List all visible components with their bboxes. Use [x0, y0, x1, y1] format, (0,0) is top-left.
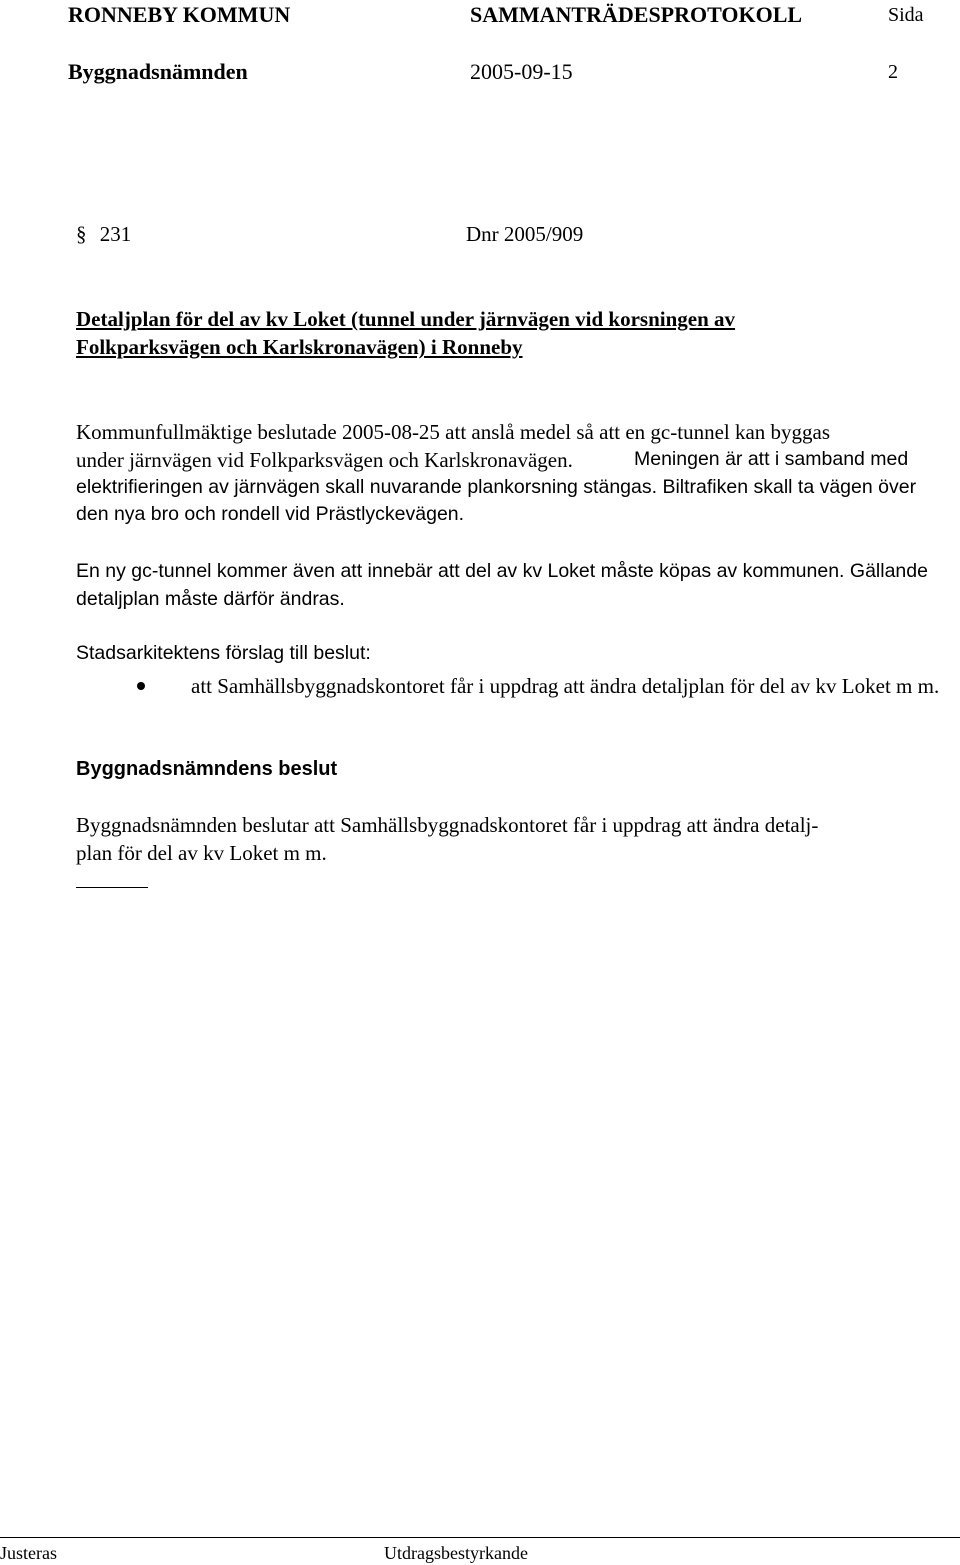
intro-line2-text: under järnvägen vid Folkparksvägen och Karlskronavägen.: [76, 448, 573, 472]
footer-justeras: Justeras: [0, 1543, 57, 1563]
meeting-date: 2005-09-15: [470, 59, 573, 84]
dnr-reference: Dnr 2005/909: [466, 222, 584, 246]
bullet-icon: [137, 682, 145, 690]
decision-text-line2: plan för del av kv Loket m m.: [76, 841, 327, 865]
section-number: [76, 220, 131, 248]
item-number: 231: [99, 222, 132, 246]
paragraph-1-content: Meningen är att i samband med elektrifieringen av järnvägen skall nuvarande plankorsning stängas. Biltrafiken skall ta vägen över den nya bro och rondell vid Prästlyckevägen.: [76, 448, 917, 525]
footer-utdragsbestyrkande: Utdragsbestyrkande: [384, 1543, 528, 1563]
page-label: Sida: [888, 4, 924, 26]
item-title-line2: Folkparksvägen och Karlskronavägen) i Ronneby: [76, 335, 523, 359]
proposal-bullet-text: att Samhällsbyggnadskontoret får i uppdrag att ändra detaljplan för del av kv Loket m m.: [191, 674, 940, 698]
intro-line1: Kommunfullmäktige beslutade 2005-08-25 att anslå medel så att en gc-tunnel kan byggas: [76, 420, 831, 444]
document-type: SAMMANTRÄDESPROTOKOLL: [470, 2, 803, 27]
decision-heading: Byggnadsnämndens beslut: [76, 758, 338, 780]
paragraph-2: [76, 558, 950, 613]
footer-rule: [0, 1537, 960, 1538]
decision-text-line1: Byggnadsnämnden beslutar att Samhällsbyggnadskontoret får i uppdrag att ändra detalj-: [76, 813, 819, 837]
section-symbol: §: [76, 222, 87, 246]
proposal-heading: Stadsarkitektens förslag till beslut:: [76, 642, 371, 664]
paragraph-1-text: [76, 446, 950, 529]
page-number: 2: [888, 61, 898, 83]
end-separator: [76, 887, 148, 888]
paragraph-2-text: En ny gc-tunnel kommer även att innebär att del av kv Loket måste köpas av kommunen. Gällande detaljplan måste därför ändras.: [76, 560, 928, 610]
item-title-line1: Detaljplan för del av kv Loket (tunnel under järnvägen vid korsningen av: [76, 307, 736, 331]
organization-name: RONNEBY KOMMUN: [68, 2, 291, 27]
committee-name: Byggnadsnämnden: [68, 59, 248, 84]
paragraph-1: [76, 446, 950, 529]
